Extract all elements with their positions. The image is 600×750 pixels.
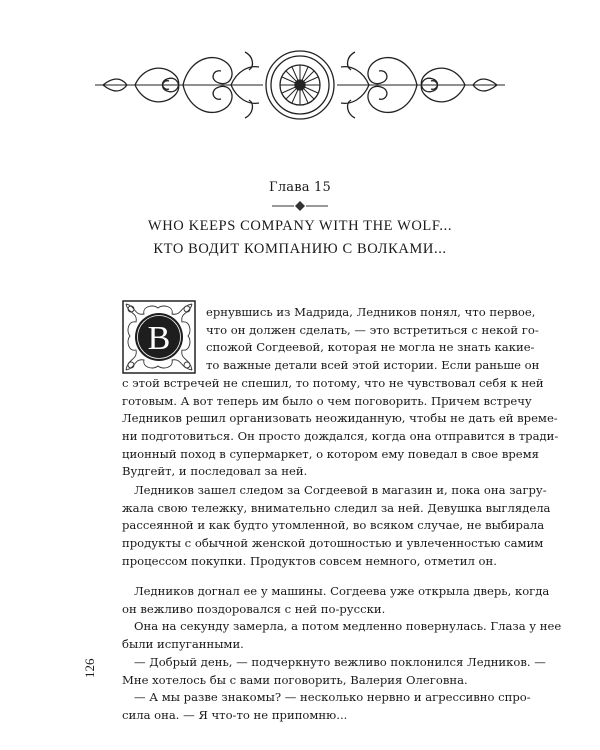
text-line: спожой Согдеевой, которая не могла не знать какие-: [206, 340, 535, 355]
text-line: с этой встречей не спешил, то потому, что не чувствовал себя к ней: [122, 375, 544, 390]
chapter-divider-icon: [270, 200, 330, 212]
text-line: процессом покупки. Продуктов совсем немного, отметил он.: [122, 553, 497, 568]
text-line: жала свою тележку, внимательно следил за ней. Девушка выглядела: [122, 500, 551, 515]
paragraph-3: [122, 583, 562, 725]
text-line: ционный поход в супермаркет, о котором ему поведал в свое время: [122, 446, 539, 461]
text-line: были испуганными.: [122, 637, 244, 652]
page-number: [84, 660, 98, 690]
page-number-text: 126: [82, 658, 97, 678]
chapter-title-english: WHO KEEPS COMPANY WITH THE WOLF...: [147, 218, 453, 234]
text-line: сила она. — Я что-то не припомню...: [122, 707, 348, 722]
dropcap-letter: В: [147, 320, 171, 357]
text-line: — А мы разве знакомы? — несколько нервно и агрессивно спро-: [134, 690, 531, 705]
paragraph-1: [122, 304, 559, 481]
text-line: что он должен сделать, — это встретиться с некой го-: [206, 322, 539, 337]
text-line: он вежливо поздоровался с ней по-русски.: [122, 601, 386, 616]
chapter-title-russian: КТО ВОДИТ КОМПАНИЮ С ВОЛКАМИ...: [153, 241, 447, 257]
text-line: Она на секунду замерла, а потом медленно повернулась. Глаза у нее: [134, 619, 562, 634]
text-line: Мне хотелось бы с вами поговорить, Валерия Олеговна.: [122, 672, 468, 687]
text-line: ернувшись из Мадрида, Ледников понял, что первое,: [206, 305, 536, 319]
text-line: Ледников решил организовать неожиданную, чтобы не дать ей време-: [122, 411, 558, 426]
paragraph-2: [122, 482, 551, 571]
text-line: рассеянной и как будто утомленной, во всяком случае, не выбирала: [122, 518, 545, 533]
ornamental-header-icon: [95, 42, 505, 128]
text-line: Ледников зашел следом за Согдеевой в магазин и, пока она загру-: [134, 483, 547, 497]
text-line: готовым. А вот теперь им было о чем поговорить. Причем встречу: [122, 393, 532, 408]
text-line: ни подготовиться. Он просто дождался, когда она отправится в тради-: [122, 428, 559, 443]
text-line: продукты с обычной женской дотошностью и увлеченностью самим: [122, 536, 544, 551]
chapter-number: Глава 15: [269, 180, 331, 195]
text-line: Вудгейт, и последовал за ней.: [122, 464, 308, 479]
text-line: то важные детали всей этой истории. Если раньше он: [206, 358, 540, 373]
text-line: Ледников догнал ее у машины. Согдеева уже открыла дверь, когда: [134, 584, 550, 598]
text-line: — Добрый день, — подчеркнуто вежливо поклонился Ледников. —: [134, 654, 546, 669]
